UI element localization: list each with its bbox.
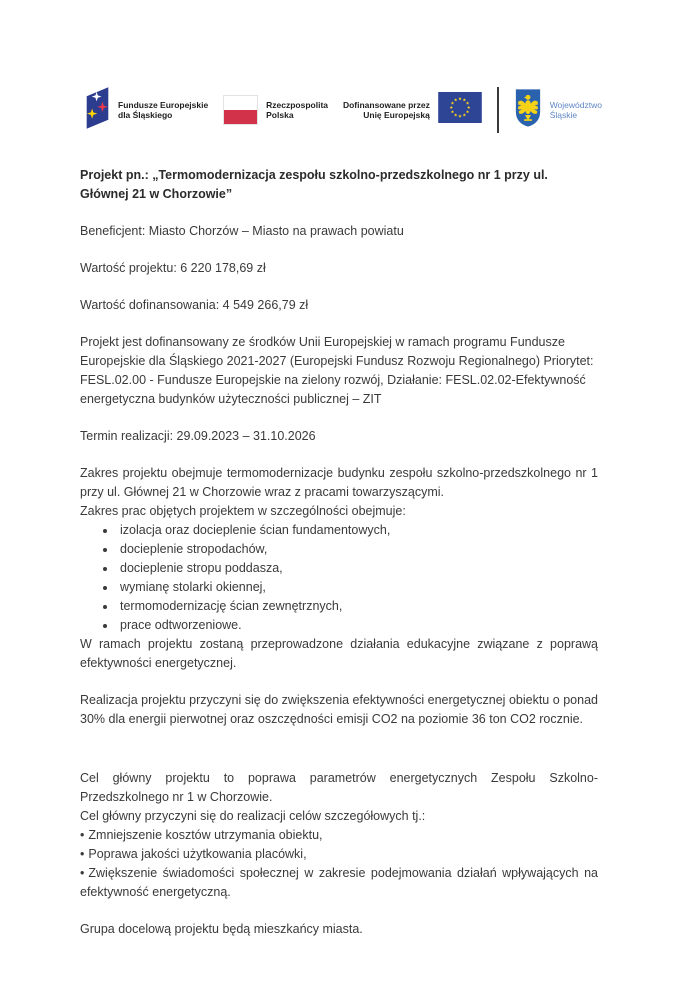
beneficiary-line: Beneficjent: Miasto Chorzów – Miasto na prawach powiatu xyxy=(80,224,404,238)
poland-logo xyxy=(223,95,328,125)
bullet-glyph: • xyxy=(80,866,85,880)
funding-value-line: Wartość dofinansowania: 4 549 266,79 zł xyxy=(80,298,309,312)
eu-funds-flag-icon xyxy=(84,84,111,137)
scope-list-item: • wymianę stolarki okiennej, xyxy=(117,578,598,597)
scope-list-item: • termomodernizację ścian zewnętrznych, xyxy=(117,597,598,616)
scope-list xyxy=(80,521,598,635)
eu-funding-logo xyxy=(343,92,482,128)
document-page xyxy=(0,84,676,1002)
goal-paragraph: Cel główny projektu to poprawa parametrów energetycznych Zespołu Szkolno-Przedszkolnego nr 1 w Chorzowie. xyxy=(80,771,598,804)
scope-list-intro: Zakres prac objętych projektem w szczególności obejmuje: xyxy=(80,504,406,518)
poland-flag-icon xyxy=(223,95,258,125)
scope-list-item: • docieplenie stropodachów, xyxy=(117,540,598,559)
goal-list-item xyxy=(80,864,598,902)
document-body xyxy=(0,166,676,939)
target-group-line: Grupa docelową projektu będą mieszkańcy miasta. xyxy=(80,922,363,936)
silesia-crest-icon xyxy=(514,87,542,134)
bullet-glyph: • xyxy=(80,847,85,861)
eu-funds-logo-label: Fundusze Europejskie dla Śląskiego xyxy=(118,99,209,120)
scope-intro-paragraph: Zakres projektu obejmuje termomodernizacje budynku zespołu szkolno-przedszkolnego nr 1 przy ul. Głównej 21 w Chorzowie wraz z pracami towarzyszącymi. xyxy=(80,466,598,499)
timeline-line: Termin realizacji: 29.09.2023 – 31.10.2026 xyxy=(80,429,316,443)
goal-item-text: Zwiększenie świadomości społecznej w zakresie podejmowania działań wpływających na efektywność energetyczną. xyxy=(80,866,598,899)
goal-item-text: Zmniejszenie kosztów utrzymania obiektu, xyxy=(88,828,323,842)
logo-divider xyxy=(497,87,499,133)
project-value-line: Wartość projektu: 6 220 178,69 zł xyxy=(80,261,266,275)
logo-band xyxy=(0,84,676,136)
goal-item-text: Poprawa jakości użytkowania placówki, xyxy=(88,847,307,861)
education-paragraph: W ramach projektu zostaną przeprowadzone działania edukacyjne związane z poprawą efektywności energetycznej. xyxy=(80,637,598,670)
eu-funds-silesia-logo xyxy=(84,84,208,137)
eu-funding-logo-label: Dofinansowane przez Unię Europejską xyxy=(342,99,430,120)
scope-list-item: • izolacja oraz docieplenie ścian fundamentowych, xyxy=(117,521,598,540)
eu-flag-icon xyxy=(438,92,482,128)
goal-list-item xyxy=(80,845,598,864)
silesia-voivodeship-logo xyxy=(514,87,602,134)
poland-logo-label: Rzeczpospolita Polska xyxy=(266,99,329,120)
silesia-logo-label: Województwo Śląskie xyxy=(549,99,602,120)
project-title: Projekt pn.: „Termomodernizacja zespołu szkolno-przedszkolnego nr 1 przy ul. Głównej 21 w Chorzowie” xyxy=(80,168,548,201)
funding-paragraph: Projekt jest dofinansowany ze środków Unii Europejskiej w ramach programu Fundusze Europejskie dla Śląskiego 2021-2027 (Europejski Fundusz Rozwoju Regionalnego) Priorytet: FESL.02.00 - Fundusze Europejskie na zielony rozwój, Działanie: FESL.02.02-Efektywność energetyczna budynków użyteczności publicznej – ZIT xyxy=(80,335,594,406)
goal-list-item xyxy=(80,826,598,845)
scope-list-item: • docieplenie stropu poddasza, xyxy=(117,559,598,578)
bullet-glyph: • xyxy=(80,828,85,842)
goal-list-intro: Cel główny przyczyni się do realizacji celów szczegółowych tj.: xyxy=(80,809,426,823)
scope-list-item: • prace odtworzeniowe. xyxy=(117,616,598,635)
effect-paragraph: Realizacja projektu przyczyni się do zwiększenia efektywności energetycznej obiektu o ponad 30% dla energii pierwotnej oraz oszczędności emisji CO2 na poziomie 36 ton CO2 rocznie. xyxy=(80,693,598,726)
